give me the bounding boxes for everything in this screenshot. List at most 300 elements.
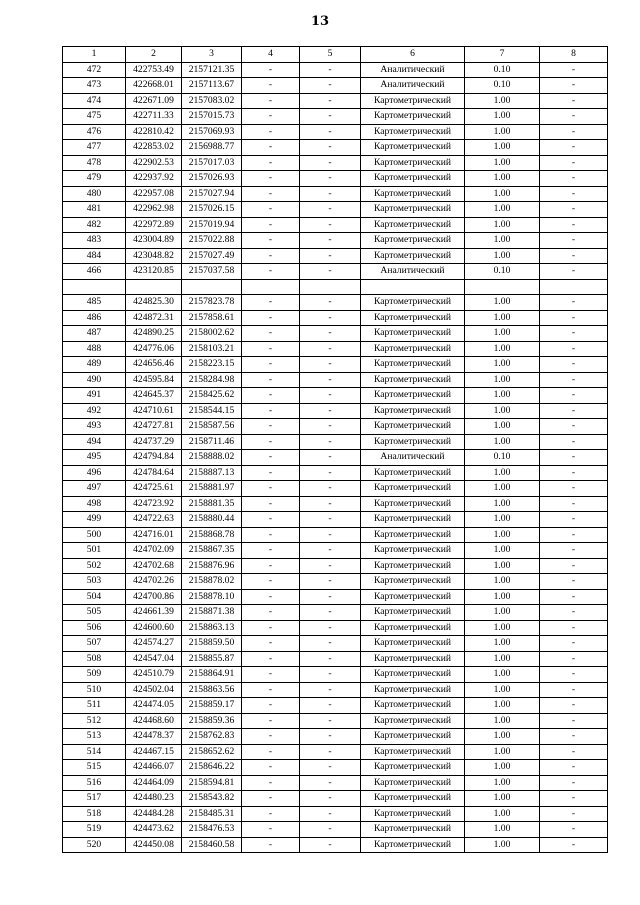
column-4-cell: - <box>242 713 300 729</box>
column-4-cell: - <box>242 403 300 419</box>
point-number-cell: 512 <box>63 713 126 729</box>
column-4-cell: - <box>242 481 300 497</box>
x-coordinate-cell: 424574.27 <box>126 636 182 652</box>
column-5-cell: - <box>300 419 361 435</box>
table-row <box>63 403 608 419</box>
table-row <box>63 186 608 202</box>
table-row <box>63 760 608 776</box>
x-coordinate-cell: 424784.64 <box>126 465 182 481</box>
x-coordinate-cell: 424890.25 <box>126 326 182 342</box>
column-header: 7 <box>465 47 540 63</box>
column-5-cell: - <box>300 93 361 109</box>
method-cell: Аналитический <box>361 78 465 94</box>
point-number-cell: 492 <box>63 403 126 419</box>
method-cell: Аналитический <box>361 264 465 280</box>
column-4-cell: - <box>242 543 300 559</box>
point-number-cell: 515 <box>63 760 126 776</box>
column-4-cell: - <box>242 124 300 140</box>
y-coordinate-cell: 2158002.62 <box>182 326 242 342</box>
method-cell: Аналитический <box>361 450 465 466</box>
y-coordinate-cell: 2158594.81 <box>182 775 242 791</box>
column-5-cell: - <box>300 155 361 171</box>
y-coordinate-cell: 2157823.78 <box>182 295 242 311</box>
method-cell: Картометрический <box>361 806 465 822</box>
accuracy-cell: 1.00 <box>465 744 540 760</box>
method-cell: Картометрический <box>361 698 465 714</box>
y-coordinate-cell: 2158859.50 <box>182 636 242 652</box>
point-number-cell: 501 <box>63 543 126 559</box>
column-4-cell: - <box>242 341 300 357</box>
table-row <box>63 667 608 683</box>
column-4-cell: - <box>242 636 300 652</box>
accuracy-cell: 1.00 <box>465 326 540 342</box>
accuracy-cell <box>465 279 540 295</box>
y-coordinate-cell: 2158711.46 <box>182 434 242 450</box>
point-number-cell: 482 <box>63 217 126 233</box>
method-cell: Картометрический <box>361 434 465 450</box>
table-row <box>63 651 608 667</box>
point-number-cell: 516 <box>63 775 126 791</box>
table-row <box>63 372 608 388</box>
column-8-cell: - <box>540 605 608 621</box>
column-4-cell: - <box>242 109 300 125</box>
accuracy-cell: 1.00 <box>465 155 540 171</box>
accuracy-cell: 1.00 <box>465 434 540 450</box>
y-coordinate-cell: 2158881.97 <box>182 481 242 497</box>
accuracy-cell: 1.00 <box>465 93 540 109</box>
accuracy-cell: 1.00 <box>465 217 540 233</box>
column-5-cell: - <box>300 512 361 528</box>
table-row <box>63 605 608 621</box>
y-coordinate-cell: 2158878.10 <box>182 589 242 605</box>
column-8-cell: - <box>540 186 608 202</box>
x-coordinate-cell: 424725.61 <box>126 481 182 497</box>
accuracy-cell: 1.00 <box>465 357 540 373</box>
column-5-cell: - <box>300 651 361 667</box>
table-row <box>63 465 608 481</box>
method-cell: Картометрический <box>361 403 465 419</box>
y-coordinate-cell: 2158859.17 <box>182 698 242 714</box>
column-5-cell: - <box>300 791 361 807</box>
column-header: 5 <box>300 47 361 63</box>
column-4-cell: - <box>242 682 300 698</box>
y-coordinate-cell: 2158425.62 <box>182 388 242 404</box>
column-4-cell: - <box>242 791 300 807</box>
point-number-cell: 498 <box>63 496 126 512</box>
column-5-cell: - <box>300 372 361 388</box>
method-cell: Картометрический <box>361 605 465 621</box>
column-8-cell: - <box>540 620 608 636</box>
method-cell: Картометрический <box>361 93 465 109</box>
x-coordinate-cell: 424467.15 <box>126 744 182 760</box>
column-4-cell: - <box>242 605 300 621</box>
x-coordinate-cell: 424466.07 <box>126 760 182 776</box>
column-5-cell: - <box>300 186 361 202</box>
table-row <box>63 62 608 78</box>
accuracy-cell: 1.00 <box>465 171 540 187</box>
point-number-cell: 479 <box>63 171 126 187</box>
column-5-cell: - <box>300 667 361 683</box>
accuracy-cell: 0.10 <box>465 264 540 280</box>
method-cell: Картометрический <box>361 822 465 838</box>
column-5-cell: - <box>300 109 361 125</box>
accuracy-cell: 1.00 <box>465 822 540 838</box>
column-4-cell: - <box>242 93 300 109</box>
y-coordinate-cell: 2157026.93 <box>182 171 242 187</box>
point-number-cell: 466 <box>63 264 126 280</box>
table-row <box>63 682 608 698</box>
y-coordinate-cell: 2158887.13 <box>182 465 242 481</box>
method-cell: Картометрический <box>361 775 465 791</box>
point-number-cell: 493 <box>63 419 126 435</box>
column-5-cell: - <box>300 558 361 574</box>
column-8-cell: - <box>540 372 608 388</box>
table-row <box>63 822 608 838</box>
accuracy-cell: 1.00 <box>465 341 540 357</box>
column-4-cell: - <box>242 78 300 94</box>
column-5-cell: - <box>300 171 361 187</box>
column-8-cell: - <box>540 744 608 760</box>
column-header: 2 <box>126 47 182 63</box>
method-cell: Картометрический <box>361 620 465 636</box>
x-coordinate-cell: 422810.42 <box>126 124 182 140</box>
column-8-cell: - <box>540 682 608 698</box>
y-coordinate-cell: 2158859.36 <box>182 713 242 729</box>
x-coordinate-cell: 424702.68 <box>126 558 182 574</box>
point-number-cell: 505 <box>63 605 126 621</box>
column-8-cell: - <box>540 543 608 559</box>
method-cell: Картометрический <box>361 651 465 667</box>
column-5-cell: - <box>300 450 361 466</box>
table-row <box>63 791 608 807</box>
y-coordinate-cell: 2158867.35 <box>182 543 242 559</box>
column-8-cell: - <box>540 434 608 450</box>
column-header: 4 <box>242 47 300 63</box>
accuracy-cell: 1.00 <box>465 837 540 853</box>
column-4-cell: - <box>242 775 300 791</box>
y-coordinate-cell: 2157027.94 <box>182 186 242 202</box>
column-5-cell: - <box>300 233 361 249</box>
column-4-cell: - <box>242 512 300 528</box>
column-4-cell: - <box>242 217 300 233</box>
column-4-cell: - <box>242 186 300 202</box>
method-cell: Картометрический <box>361 372 465 388</box>
table-row <box>63 837 608 853</box>
column-5-cell: - <box>300 248 361 264</box>
method-cell: Картометрический <box>361 543 465 559</box>
column-5-cell: - <box>300 217 361 233</box>
table-row <box>63 574 608 590</box>
table-row <box>63 93 608 109</box>
y-coordinate-cell: 2158868.78 <box>182 527 242 543</box>
column-5-cell: - <box>300 78 361 94</box>
column-8-cell: - <box>540 450 608 466</box>
x-coordinate-cell: 422902.53 <box>126 155 182 171</box>
method-cell: Картометрический <box>361 682 465 698</box>
point-number-cell <box>63 279 126 295</box>
column-4-cell: - <box>242 558 300 574</box>
y-coordinate-cell: 2158878.02 <box>182 574 242 590</box>
method-cell: Картометрический <box>361 217 465 233</box>
column-8-cell: - <box>540 481 608 497</box>
point-number-cell: 480 <box>63 186 126 202</box>
column-5-cell: - <box>300 760 361 776</box>
y-coordinate-cell: 2158881.35 <box>182 496 242 512</box>
column-5-cell: - <box>300 744 361 760</box>
column-8-cell: - <box>540 667 608 683</box>
y-coordinate-cell: 2158863.13 <box>182 620 242 636</box>
method-cell: Картометрический <box>361 388 465 404</box>
column-8-cell: - <box>540 357 608 373</box>
method-cell: Картометрический <box>361 636 465 652</box>
column-8-cell: - <box>540 341 608 357</box>
method-cell: Картометрический <box>361 481 465 497</box>
x-coordinate-cell: 424872.31 <box>126 310 182 326</box>
accuracy-cell: 1.00 <box>465 605 540 621</box>
page-number: 13 <box>310 14 330 29</box>
x-coordinate-cell: 424700.86 <box>126 589 182 605</box>
column-8-cell: - <box>540 62 608 78</box>
column-8-cell: - <box>540 465 608 481</box>
method-cell: Картометрический <box>361 109 465 125</box>
method-cell: Картометрический <box>361 186 465 202</box>
point-number-cell: 511 <box>63 698 126 714</box>
method-cell: Картометрический <box>361 140 465 156</box>
method-cell: Картометрический <box>361 248 465 264</box>
column-8-cell: - <box>540 837 608 853</box>
column-5-cell: - <box>300 295 361 311</box>
table-row <box>63 512 608 528</box>
table-row <box>63 620 608 636</box>
column-8-cell: - <box>540 78 608 94</box>
accuracy-cell: 1.00 <box>465 636 540 652</box>
point-number-cell: 495 <box>63 450 126 466</box>
x-coordinate-cell: 424661.39 <box>126 605 182 621</box>
table-row <box>63 341 608 357</box>
column-8-cell: - <box>540 527 608 543</box>
table-row <box>63 744 608 760</box>
point-number-cell: 507 <box>63 636 126 652</box>
x-coordinate-cell: 424794.84 <box>126 450 182 466</box>
column-5-cell: - <box>300 729 361 745</box>
column-8-cell: - <box>540 698 608 714</box>
point-number-cell: 474 <box>63 93 126 109</box>
column-5-cell: - <box>300 682 361 698</box>
table-row <box>63 78 608 94</box>
table-row <box>63 481 608 497</box>
column-4-cell: - <box>242 202 300 218</box>
y-coordinate-cell: 2158876.96 <box>182 558 242 574</box>
point-number-cell: 477 <box>63 140 126 156</box>
y-coordinate-cell: 2157017.03 <box>182 155 242 171</box>
y-coordinate-cell: 2158855.87 <box>182 651 242 667</box>
x-coordinate-cell: 424710.61 <box>126 403 182 419</box>
x-coordinate-cell: 422668.01 <box>126 78 182 94</box>
column-4-cell: - <box>242 760 300 776</box>
accuracy-cell: 1.00 <box>465 698 540 714</box>
accuracy-cell: 0.10 <box>465 62 540 78</box>
column-header: 1 <box>63 47 126 63</box>
table-row <box>63 217 608 233</box>
column-4-cell: - <box>242 295 300 311</box>
x-coordinate-cell: 422711.33 <box>126 109 182 125</box>
table-row <box>63 171 608 187</box>
y-coordinate-cell: 2158652.62 <box>182 744 242 760</box>
method-cell: Картометрический <box>361 295 465 311</box>
method-cell: Картометрический <box>361 713 465 729</box>
point-number-cell: 513 <box>63 729 126 745</box>
accuracy-cell: 1.00 <box>465 574 540 590</box>
method-cell: Картометрический <box>361 496 465 512</box>
point-number-cell: 497 <box>63 481 126 497</box>
point-number-cell: 488 <box>63 341 126 357</box>
column-8-cell: - <box>540 124 608 140</box>
table-row <box>63 636 608 652</box>
accuracy-cell: 1.00 <box>465 372 540 388</box>
accuracy-cell: 1.00 <box>465 465 540 481</box>
column-4-cell: - <box>242 419 300 435</box>
table-row <box>63 295 608 311</box>
accuracy-cell: 1.00 <box>465 775 540 791</box>
column-8-cell: - <box>540 202 608 218</box>
point-number-cell: 490 <box>63 372 126 388</box>
column-4-cell: - <box>242 744 300 760</box>
x-coordinate-cell: 424702.26 <box>126 574 182 590</box>
column-4-cell: - <box>242 264 300 280</box>
column-8-cell: - <box>540 496 608 512</box>
column-8-cell: - <box>540 419 608 435</box>
column-8-cell: - <box>540 822 608 838</box>
x-coordinate-cell: 424727.81 <box>126 419 182 435</box>
column-4-cell: - <box>242 233 300 249</box>
table-row <box>63 124 608 140</box>
table-row <box>63 434 608 450</box>
method-cell: Картометрический <box>361 574 465 590</box>
accuracy-cell: 1.00 <box>465 419 540 435</box>
x-coordinate-cell: 423120.85 <box>126 264 182 280</box>
accuracy-cell: 1.00 <box>465 388 540 404</box>
table-row <box>63 310 608 326</box>
column-4-cell: - <box>242 620 300 636</box>
table-row <box>63 775 608 791</box>
point-number-cell: 510 <box>63 682 126 698</box>
table-row <box>63 543 608 559</box>
method-cell: Картометрический <box>361 155 465 171</box>
method-cell <box>361 279 465 295</box>
column-4-cell: - <box>242 822 300 838</box>
y-coordinate-cell: 2157113.67 <box>182 78 242 94</box>
point-number-cell: 500 <box>63 527 126 543</box>
x-coordinate-cell: 424825.30 <box>126 295 182 311</box>
accuracy-cell: 1.00 <box>465 248 540 264</box>
column-8-cell: - <box>540 217 608 233</box>
point-number-cell: 499 <box>63 512 126 528</box>
column-header: 6 <box>361 47 465 63</box>
point-number-cell: 491 <box>63 388 126 404</box>
accuracy-cell: 1.00 <box>465 620 540 636</box>
column-4-cell: - <box>242 465 300 481</box>
y-coordinate-cell: 2157015.73 <box>182 109 242 125</box>
point-number-cell: 508 <box>63 651 126 667</box>
column-8-cell: - <box>540 651 608 667</box>
column-8-cell: - <box>540 512 608 528</box>
column-5-cell: - <box>300 357 361 373</box>
column-header: 3 <box>182 47 242 63</box>
method-cell: Картометрический <box>361 729 465 745</box>
column-5-cell: - <box>300 605 361 621</box>
table-row <box>63 279 608 295</box>
y-coordinate-cell: 2158476.53 <box>182 822 242 838</box>
point-number-cell: 483 <box>63 233 126 249</box>
accuracy-cell: 1.00 <box>465 543 540 559</box>
x-coordinate-cell: 424484.28 <box>126 806 182 822</box>
y-coordinate-cell: 2158888.02 <box>182 450 242 466</box>
x-coordinate-cell: 424595.84 <box>126 372 182 388</box>
x-coordinate-cell: 424502.04 <box>126 682 182 698</box>
column-4-cell: - <box>242 388 300 404</box>
x-coordinate-cell: 422972.89 <box>126 217 182 233</box>
accuracy-cell: 1.00 <box>465 202 540 218</box>
y-coordinate-cell: 2158543.82 <box>182 791 242 807</box>
method-cell: Картометрический <box>361 791 465 807</box>
method-cell: Картометрический <box>361 326 465 342</box>
table-row <box>63 248 608 264</box>
column-8-cell: - <box>540 760 608 776</box>
x-coordinate-cell: 424473.62 <box>126 822 182 838</box>
column-8-cell: - <box>540 558 608 574</box>
column-4-cell: - <box>242 667 300 683</box>
column-5-cell: - <box>300 124 361 140</box>
column-4-cell: - <box>242 171 300 187</box>
column-5-cell: - <box>300 589 361 605</box>
accuracy-cell: 1.00 <box>465 558 540 574</box>
accuracy-cell: 1.00 <box>465 140 540 156</box>
x-coordinate-cell: 424478.37 <box>126 729 182 745</box>
x-coordinate-cell: 424722.63 <box>126 512 182 528</box>
y-coordinate-cell: 2158871.38 <box>182 605 242 621</box>
method-cell: Картометрический <box>361 341 465 357</box>
column-4-cell: - <box>242 574 300 590</box>
table-row <box>63 496 608 512</box>
column-8-cell: - <box>540 233 608 249</box>
x-coordinate-cell: 424702.09 <box>126 543 182 559</box>
y-coordinate-cell <box>182 279 242 295</box>
accuracy-cell: 0.10 <box>465 78 540 94</box>
column-8-cell: - <box>540 729 608 745</box>
method-cell: Картометрический <box>361 171 465 187</box>
column-4-cell: - <box>242 496 300 512</box>
table-row <box>63 155 608 171</box>
column-8-cell: - <box>540 140 608 156</box>
column-5-cell: - <box>300 481 361 497</box>
column-5-cell: - <box>300 434 361 450</box>
method-cell: Аналитический <box>361 62 465 78</box>
point-number-cell: 484 <box>63 248 126 264</box>
y-coordinate-cell: 2158223.15 <box>182 357 242 373</box>
method-cell: Картометрический <box>361 310 465 326</box>
column-4-cell: - <box>242 357 300 373</box>
point-number-cell: 494 <box>63 434 126 450</box>
column-8-cell: - <box>540 155 608 171</box>
x-coordinate-cell: 422853.02 <box>126 140 182 156</box>
column-5-cell: - <box>300 620 361 636</box>
y-coordinate-cell: 2157121.35 <box>182 62 242 78</box>
point-number-cell: 486 <box>63 310 126 326</box>
accuracy-cell: 1.00 <box>465 109 540 125</box>
table-row <box>63 698 608 714</box>
column-5-cell: - <box>300 62 361 78</box>
method-cell: Картометрический <box>361 527 465 543</box>
